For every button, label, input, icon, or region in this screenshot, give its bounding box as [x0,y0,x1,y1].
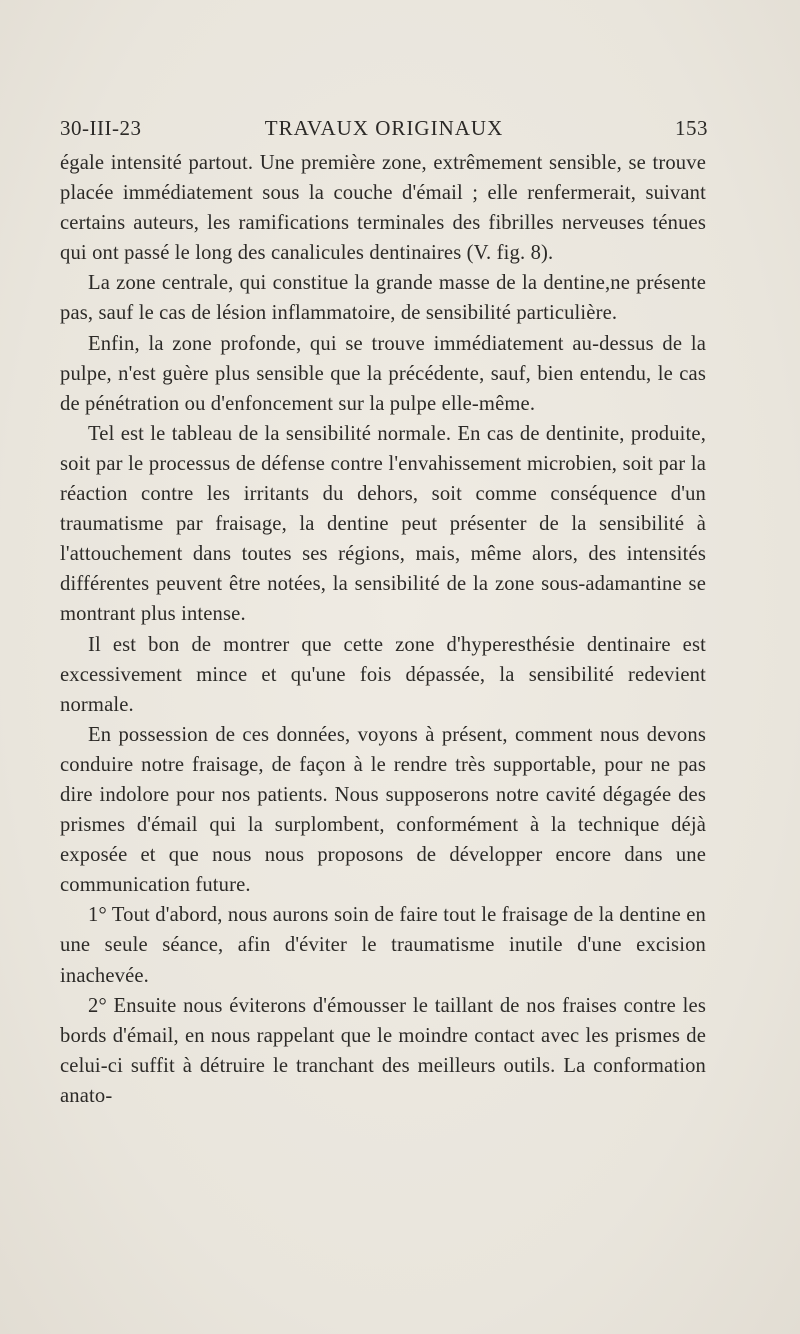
paragraph: Enfin, la zone profonde, qui se trouve immédiatement au-dessus de la pulpe, n'est guère plus sensible que la précédente, sauf, bien entendu, le cas de pénétration ou d'enfoncement sur la pulpe elle-même. [60,332,706,415]
paragraph: En possession de ces données, voyons à présent, comment nous devons conduire notre fraisage, de façon à le rendre très supportable, pour ne pas dire indolore pour nos patients. Nous supposerons notre cavité dégagée des prismes d'émail qui la surplombent, conformément à la technique déjà exposée et que nous nous proposons de développer encore dans une communication future. [60,723,706,897]
running-header [60,116,708,146]
numbered-paragraph: 1° Tout d'abord, nous aurons soin de faire tout le fraisage de la dentine en une seule séance, afin d'éviter le traumatisme inutile d'une excision inachevée. [60,904,706,987]
header-section-title: TRAVAUX ORIGINAUX [264,116,504,140]
numbered-paragraph: 2° Ensuite nous éviterons d'émousser le taillant de nos fraises contre les bords d'émail, en nous rappelant que le moindre contact avec les prismes de celui-ci suffit à détruire le tranchant des meilleurs outils. La conformation anato- [60,994,706,1107]
page-number: 153 [675,116,708,140]
paragraph: Tel est le tableau de la sensibilité normale. En cas de dentinite, produite, soit par le processus de défense contre l'envahissement microbien, soit par la réaction contre les irritants du dehors, soit comme conséquence d'un traumatisme par fraisage, la dentine peut présenter de la sensibilité à l'attouchement dans toutes ses régions, mais, même alors, des intensités différentes peuvent être notées, la sensibilité de la zone sous-adamantine se montrant plus intense. [60,422,706,626]
body-text [60,148,706,1111]
paragraph: La zone centrale, qui constitue la grande masse de la dentine,ne présente pas, sauf le cas de lésion inflammatoire, de sensibilité particulière. [60,272,706,325]
paragraph-continuation: égale intensité partout. Une première zone, extrêmement sensible, se trouve placée immédiatement sous la couche d'émail ; elle renfermerait, suivant certains auteurs, les ramifications terminales des fibrilles nerveuses ténues qui ont passé le long des canalicules dentinaires (V. fig. 8). [60,152,706,265]
paragraph: Il est bon de montrer que cette zone d'hyperesthésie dentinaire est excessivement mince et qu'une fois dépassée, la sensibilité redevient normale. [60,633,706,716]
header-date: 30-III-23 [60,116,142,140]
